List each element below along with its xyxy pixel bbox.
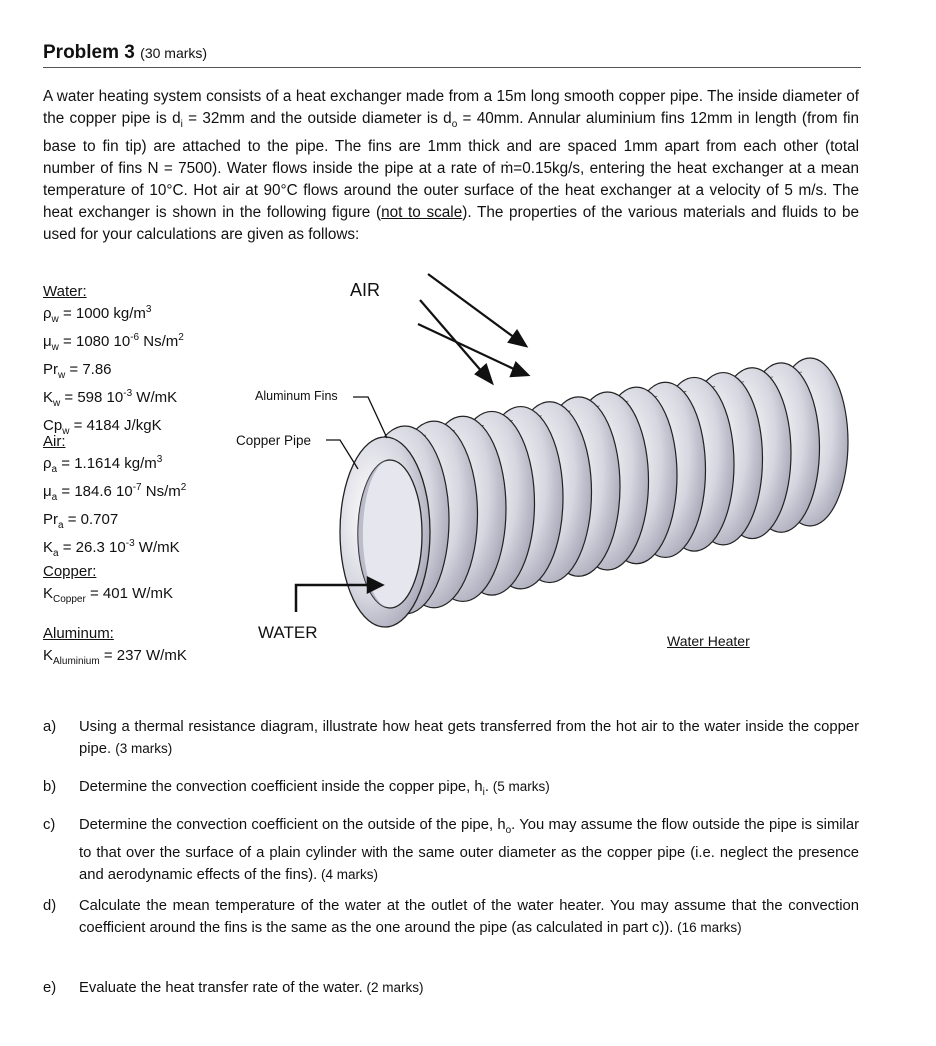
question-c xyxy=(43,814,859,886)
copper-heading: Copper: xyxy=(43,563,97,580)
water-label: WATER xyxy=(258,623,318,642)
fins-leader-line xyxy=(353,397,387,438)
problem-number: Problem 3 xyxy=(43,42,135,63)
question-text: Calculate the mean temperature of the water at the outlet of the water heater. You may assume that the convection coefficient around the fins is the same as the one around the pipe (as calculated in part c)). xyxy=(79,898,859,936)
question-text: Using a thermal resistance diagram, illustrate how heat gets transferred from the hot air to the water inside the copper pipe. xyxy=(79,719,859,757)
water-viscosity: $\mu_w = 1080$ $10^{-6}$ $Ns/m^2$ xyxy=(43,332,184,353)
air-flow-arrows xyxy=(418,274,528,383)
air-label: AIR xyxy=(350,280,381,300)
heat-exchanger-diagram xyxy=(230,262,850,682)
copper-properties xyxy=(43,561,173,611)
question-letter: c) xyxy=(43,817,56,833)
problem-title xyxy=(43,42,207,64)
question-text: . xyxy=(484,779,489,795)
water-density: $\rho_w = 1000$ $kg/m^3$ xyxy=(43,304,152,325)
intro-sub: i xyxy=(180,119,183,131)
air-conductivity: $K_a = 26.3$ $10^{-3}$ W/mK xyxy=(43,538,180,559)
question-sub: o xyxy=(505,824,512,836)
air-density: $\rho_a = 1.1614$ $kg/m^3$ xyxy=(43,454,163,475)
problem-marks: (30 marks) xyxy=(140,45,208,61)
question-marks: (2 marks) xyxy=(362,980,424,995)
question-letter: d) xyxy=(43,898,57,914)
intro-text: = 40mm. Annular aluminium fins 12mm in length (from fin base to fin tip) are attached to the pipe. The fins are 1mm thick and are spaced 1mm apart from each other (total number of fins N = 7500). Water flows inside the pipe at a rate of ṁ=0.15kg/s, entering the heat exchanger at a mean temperature of 10°C. Hot air at 90°C flows around the outer surface of the heat exchanger at a velocity of 5 m/s. The heat exchanger is shown in the following figure ( xyxy=(43,110,860,222)
intro-text: A water heating system consists of a heat exchanger made from a 15m long smooth copper pipe. The inside diameter of the copper pipe is d xyxy=(43,88,859,127)
question-sub: i xyxy=(482,786,485,798)
question-b xyxy=(43,776,859,804)
water-heat-capacity: $Cp_w = 4184$ J/kgK xyxy=(43,417,162,437)
water-heater-label: Water Heater xyxy=(667,633,750,649)
air-heading: Air: xyxy=(43,433,66,450)
title-divider xyxy=(43,67,861,68)
question-marks: (16 marks) xyxy=(673,920,742,935)
question-marks: (5 marks) xyxy=(488,779,550,794)
not-to-scale-text: not to scale xyxy=(381,204,463,222)
intro-text: ). The properties of the various materials and fluids to be used for your calculations are given as follows: xyxy=(43,204,860,244)
question-text: Determine the convection coefficient on the outside of the pipe, h xyxy=(79,817,506,833)
pipe-label: Copper Pipe xyxy=(236,433,312,448)
question-e xyxy=(43,977,859,999)
question-d xyxy=(43,895,859,939)
air-viscosity: $\mu_a = 184.6$ $10^{-7}$ $Ns/m^2$ xyxy=(43,482,187,503)
air-properties xyxy=(43,431,186,565)
water-conductivity: $K_w = 598$ $10^{-3}$ W/mK xyxy=(43,388,178,409)
aluminum-conductivity: $K_{Aluminium} = 237$ W/mK xyxy=(43,647,187,667)
air-prandtl: $Pr_a = 0.707$ xyxy=(43,511,119,531)
question-text: Evaluate the heat transfer rate of the water. xyxy=(79,980,363,996)
aluminum-heading: Aluminum: xyxy=(43,625,114,642)
question-text: Determine the convection coefficient inside the copper pipe, h xyxy=(79,779,483,795)
intro-sub: o xyxy=(451,119,458,131)
question-marks: (4 marks) xyxy=(317,866,379,882)
aluminum-fins xyxy=(361,358,848,614)
intro-text: = 32mm and the outside diameter is d xyxy=(182,110,452,127)
question-a xyxy=(43,716,859,760)
fins-label: Aluminum Fins xyxy=(255,389,338,403)
water-heading: Water: xyxy=(43,283,87,300)
intro-paragraph xyxy=(43,86,859,246)
water-properties xyxy=(43,281,184,443)
question-text: . You may assume the flow outside the pipe is similar to that over the surface of a plain cylinder with the same outer diameter as the copper pipe (i.e. neglect the presence and aerodynamic effects of the fins). xyxy=(79,817,860,883)
question-letter: e) xyxy=(43,980,57,996)
water-prandtl: $Pr_w = 7.86$ xyxy=(43,361,112,381)
question-letter: b) xyxy=(43,779,57,795)
question-marks: (3 marks) xyxy=(115,741,173,756)
copper-conductivity: $K_{Copper} = 401$ W/mK xyxy=(43,585,173,605)
question-letter: a) xyxy=(43,719,57,735)
aluminum-properties xyxy=(43,623,187,673)
